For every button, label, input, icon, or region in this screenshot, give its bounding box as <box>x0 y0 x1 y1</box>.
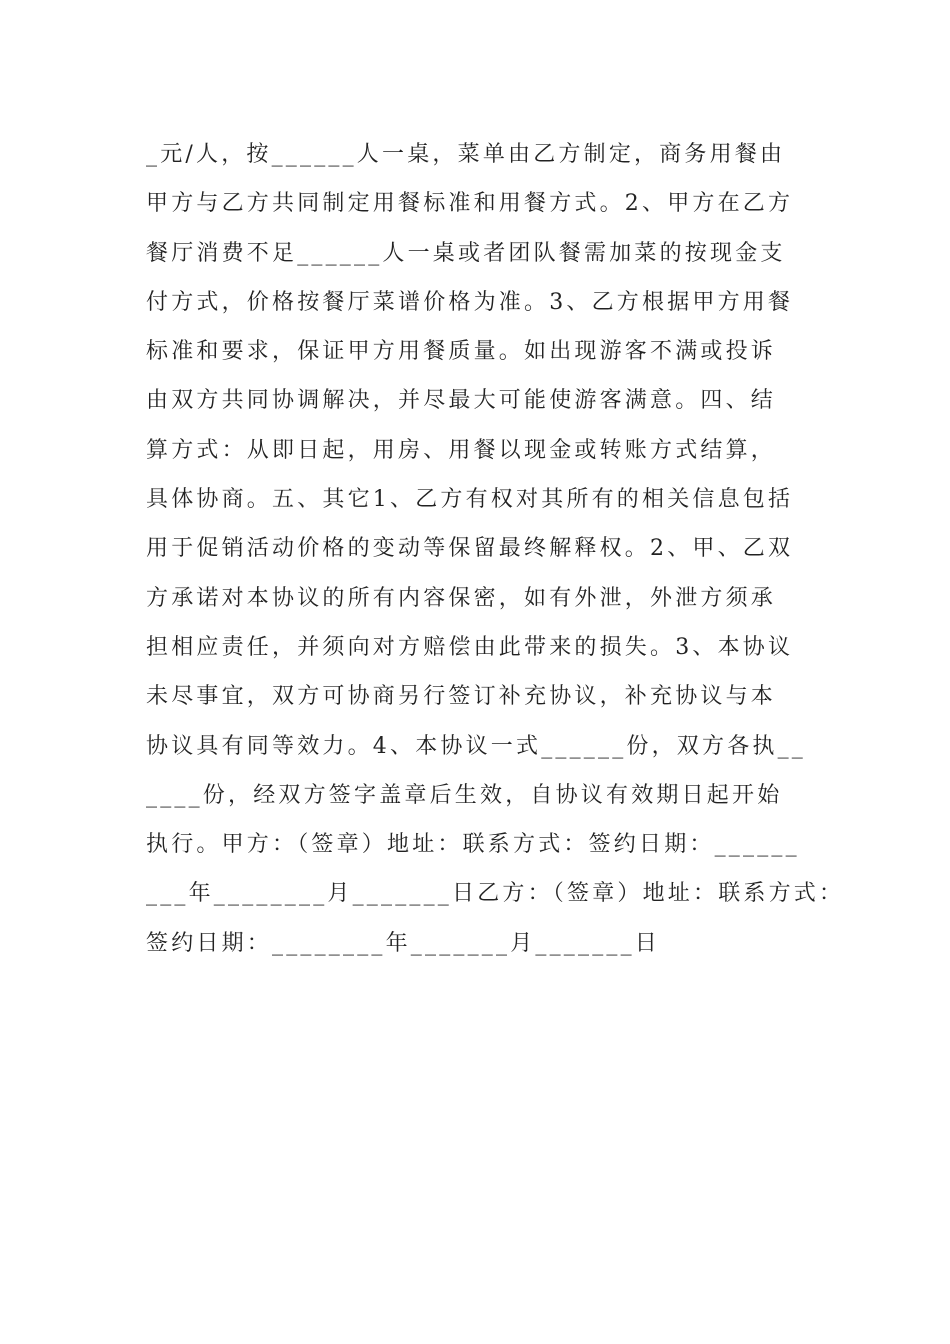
text-line: 标准和要求，保证甲方用餐质量。如出现游客不满或投诉 <box>146 339 777 365</box>
text-line: 签约日期：________年_______月_______日 <box>146 930 661 956</box>
text-line: 付方式，价格按餐厅菜谱价格为准。3、乙方根据甲方用餐 <box>146 289 794 315</box>
text-line: 担相应责任，并须向对方赔偿由此带来的损失。3、本协议 <box>146 634 794 660</box>
text-line: ____份，经双方签字盖章后生效，自协议有效期日起开始 <box>146 782 783 808</box>
text-line: ___年________月_______日乙方：（签章）地址：联系方式： <box>146 881 845 907</box>
text-line: 方承诺对本协议的所有内容保密，如有外泄，外泄方须承 <box>146 585 777 611</box>
text-line: 甲方与乙方共同制定用餐标准和用餐方式。2、甲方在乙方 <box>146 191 794 217</box>
text-line: 协议具有同等效力。4、本协议一式______份，双方各执__ <box>146 733 806 759</box>
text-line: 用于促销活动价格的变动等保留最终解释权。2、甲、乙双 <box>146 536 794 562</box>
text-line: _元/人，按______人一桌，菜单由乙方制定，商务用餐由 <box>146 142 786 167</box>
text-line: 算方式：从即日起，用房、用餐以现金或转账方式结算， <box>146 437 777 463</box>
text-line: 具体协商。五、其它1、乙方有权对其所有的相关信息包括 <box>146 487 794 513</box>
text-line: 餐厅消费不足______人一桌或者团队餐需加菜的按现金支 <box>146 240 786 266</box>
text-line: 由双方共同协调解决，并尽最大可能使游客满意。四、结 <box>146 388 777 414</box>
document-body <box>146 130 845 968</box>
text-line: 未尽事宜，双方可协商另行签订补充协议，补充协议与本 <box>146 684 777 710</box>
text-line: 执行。甲方：（签章）地址：联系方式：签约日期：______ <box>146 832 800 858</box>
